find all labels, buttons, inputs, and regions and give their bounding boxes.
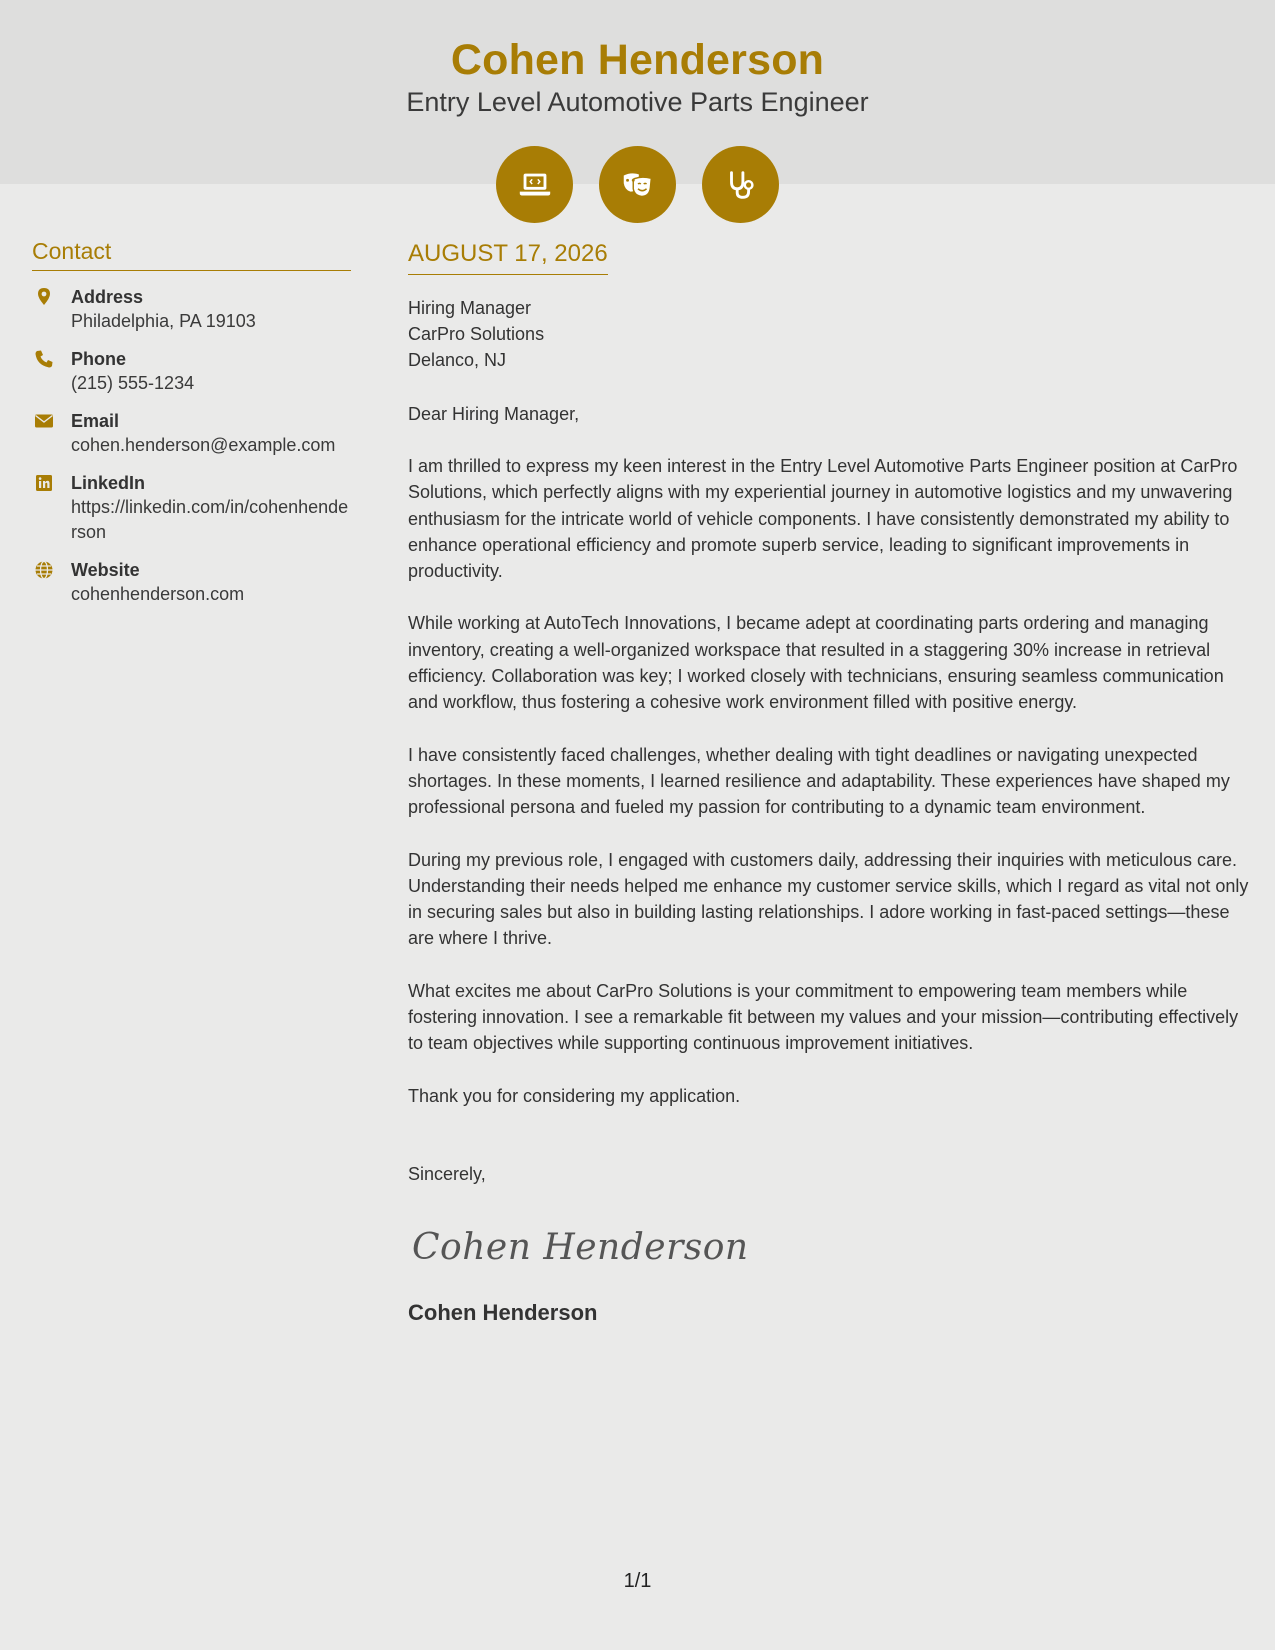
applicant-name: Cohen Henderson (450, 36, 825, 84)
letter-date: AUGUST 17, 2026 (408, 240, 608, 275)
phone-icon (34, 349, 54, 369)
contact-address (32, 285, 351, 334)
interest-badges (0, 146, 1275, 223)
letter-body (408, 240, 1253, 1326)
contact-value[interactable]: cohen.henderson@example.com (71, 435, 336, 455)
greeting: Dear Hiring Manager, (408, 404, 580, 424)
recipient-line: Hiring Manager (408, 298, 532, 318)
recipient-line: Delanco, NJ (408, 350, 507, 370)
badge-masks (599, 146, 676, 223)
laptop-code-icon (516, 166, 554, 204)
contact-value[interactable]: cohenhenderson.com (71, 584, 245, 604)
page-number: 1/1 (623, 1570, 652, 1592)
contact-website (32, 558, 351, 607)
contact-label: Address (71, 287, 144, 307)
stethoscope-icon (722, 166, 760, 204)
paragraph: During my previous role, I engaged with customers daily, addressing their inquiries with meticulous care. Understanding their needs helped me enhance my customer service skills, which I regard as vital not only in securing sales but also in building lasting relationships. I adore working in fast-paced settings—these are where I thrive. (408, 849, 1249, 949)
sidebar (32, 238, 351, 620)
contact-value[interactable]: (215) 555-1234 (71, 373, 195, 393)
signed-name: Cohen Henderson (408, 1299, 598, 1325)
contact-value[interactable]: https://linkedin.com/in/cohenhenderson (71, 497, 349, 542)
contact-label: Phone (71, 349, 127, 369)
recipient-line: CarPro Solutions (408, 324, 545, 344)
theater-masks-icon (619, 166, 657, 204)
closing: Sincerely, (408, 1163, 486, 1184)
recipient-block (408, 295, 1253, 373)
job-title: Entry Level Automotive Parts Engineer (406, 87, 869, 117)
contact-heading: Contact (32, 238, 351, 271)
paragraph: What excites me about CarPro Solutions is your commitment to empowering team members while fostering innovation. I see a remarkable fit between my values and your mission—contributing effectively to team objectives while supporting continuous improvement initiatives. (408, 980, 1239, 1054)
globe-icon (34, 560, 54, 580)
badge-stethoscope (702, 146, 779, 223)
paragraph: I am thrilled to express my keen interest in the Entry Level Automotive Parts Engineer position at CarPro Solutions, which perfectly aligns with my experiential journey in automotive logistics and my unwavering enthusiasm for the intricate world of vehicle components. I have consistently demonstrated my ability to enhance operational efficiency and promote superb service, leading to significant improvements in productivity. (408, 456, 1238, 582)
paragraph: While working at AutoTech Innovations, I became adept at coordinating parts ordering and managing inventory, creating a well-organized workspace that resulted in a staggering 30% increase in retrieval efficiency. Collaboration was key; I worked closely with technicians, ensuring seamless communication and workflow, thus fostering a cohesive work environment filled with positive energy. (408, 613, 1224, 713)
paragraph: Thank you for considering my application. (408, 1085, 741, 1106)
contact-value: Philadelphia, PA 19103 (71, 311, 256, 331)
contact-email (32, 409, 351, 458)
contact-linkedin (32, 471, 351, 545)
paragraph: I have consistently faced challenges, whether dealing with tight deadlines or navigating unexpected shortages. In these moments, I learned resilience and adaptability. These experiences have shaped my professional persona and fueled my passion for contributing to a dynamic team environment. (408, 744, 1230, 818)
envelope-icon (34, 411, 54, 431)
contact-phone (32, 347, 351, 396)
contact-label: Email (71, 411, 120, 431)
badge-laptop (496, 146, 573, 223)
map-pin-icon (34, 287, 54, 307)
contact-label: Website (71, 560, 140, 580)
linkedin-icon (34, 473, 54, 493)
contact-label: LinkedIn (71, 473, 146, 493)
signature: Cohen Henderson (412, 1226, 749, 1268)
